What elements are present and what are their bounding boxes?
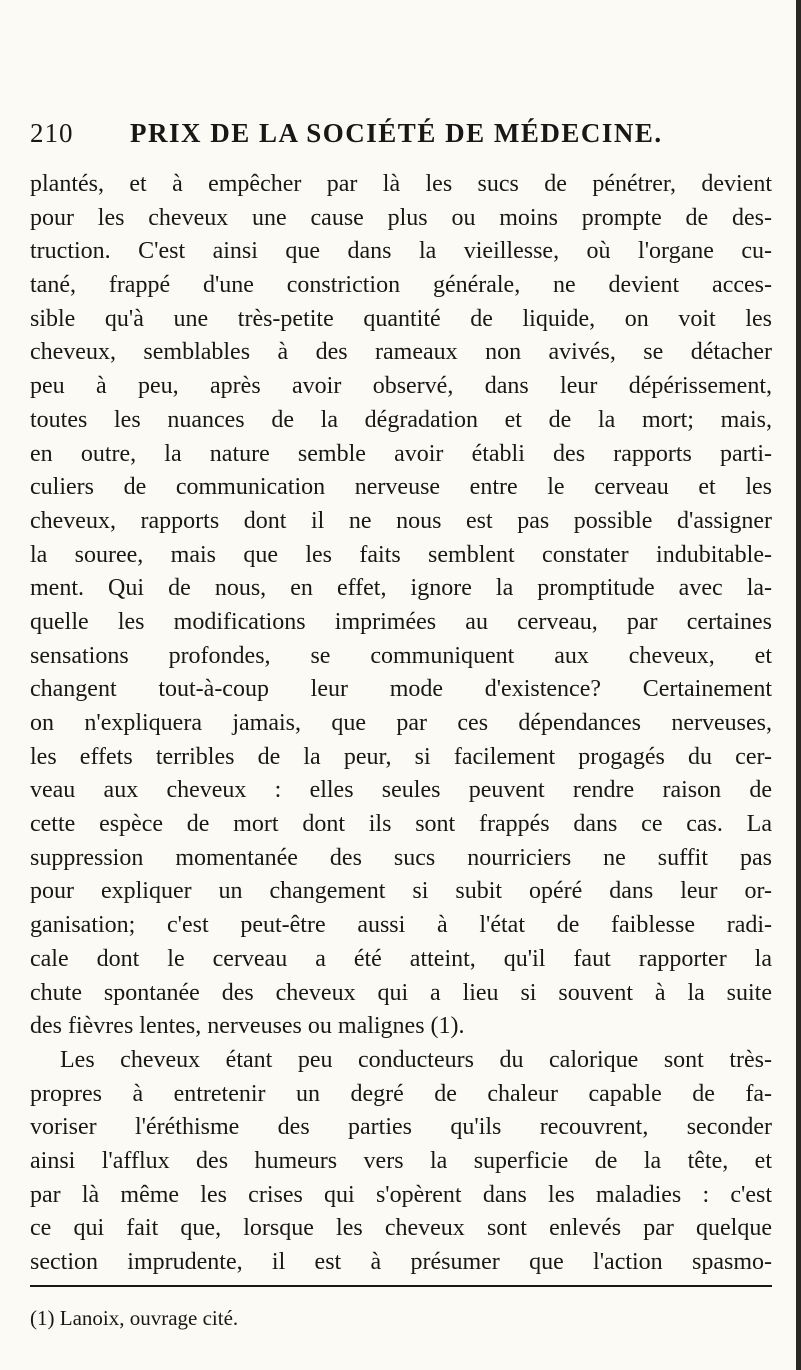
text-line: truction. C'est ainsi que dans la vieillesse, où l'organe cu- [30,238,772,265]
text-line: changent tout-à-coup leur mode d'existence? Certainement [30,676,772,703]
page-number: 210 [30,118,74,148]
text-line: Les cheveux étant peu conducteurs du calorique sont très- [60,1046,772,1073]
text-line: suppression momentanée des sucs nourriciers ne suffit pas [30,844,772,871]
page-header [30,118,790,158]
text-line: tané, frappé d'une constriction générale, ne devient acces- [30,272,772,299]
text-line: toutes les nuances de la dégradation et de la mort; mais, [30,406,772,433]
text-line: des fièvres lentes, nerveuses ou malignes (1). [30,1013,465,1040]
text-line: propres à entretenir un degré de chaleur capable de fa- [30,1080,772,1107]
text-line: chute spontanée des cheveux qui a lieu si souvent à la suite [30,979,772,1006]
text-line: les effets terribles de la peur, si facilement progagés du cer- [30,743,772,770]
text-line: section imprudente, il est à présumer que l'action spasmo- [30,1249,772,1275]
text-line: quelle les modifications imprimées au cerveau, par certaines [30,608,772,635]
text-line: cette espèce de mort dont ils sont frappés dans ce cas. La [30,811,772,838]
text-line: sensations profondes, se communiquent aux cheveux, et [30,642,772,669]
text-line: ment. Qui de nous, en effet, ignore la promptitude avec la- [30,575,772,602]
text-line: veau aux cheveux : elles seules peuvent rendre raison de [30,777,772,804]
text-line: la souree, mais que les faits semblent constater indubitable- [30,541,772,568]
text-line: voriser l'éréthisme des parties qu'ils recouvrent, seconder [30,1114,772,1141]
text-line: peu à peu, après avoir observé, dans leur dépérissement, [30,373,772,400]
footnote-divider [30,1285,772,1287]
text-line: plantés, et à empêcher par là les sucs de pénétrer, devient [30,171,772,197]
text-line: cheveux, rapports dont il ne nous est pas possible d'assigner [30,507,772,534]
text-line: ainsi l'afflux des humeurs vers la superficie de la tête, et [30,1147,772,1174]
text-line: en outre, la nature semble avoir établi des rapports parti- [30,440,772,467]
text-line: culiers de communication nerveuse entre le cerveau et les [30,474,772,501]
text-line: pour expliquer un changement si subit opéré dans leur or- [30,878,772,905]
text-line: sible qu'à une très-petite quantité de liquide, on voit les [30,305,772,332]
footnote: (1) Lanoix, ouvrage cité. [30,1306,239,1330]
text-line: on n'expliquera jamais, que par ces dépendances nerveuses, [30,710,772,736]
text-line: ganisation; c'est peut-être aussi à l'état de faiblesse radi- [30,912,772,939]
text-line: par là même les crises qui s'opèrent dans les maladies : c'est [30,1181,772,1208]
body-text [30,168,772,1280]
text-line: pour les cheveux une cause plus ou moins prompte de des- [30,204,772,231]
text-line: cale dont le cerveau a été atteint, qu'il faut rapporter la [30,945,772,972]
page-edge [796,0,801,1370]
text-line: cheveux, semblables à des rameaux non avivés, se détacher [30,339,772,366]
text-line: ce qui fait que, lorsque les cheveux sont enlevés par quelque [30,1215,772,1242]
running-title: PRIX DE LA SOCIÉTÉ DE MÉDECINE. [130,118,663,148]
